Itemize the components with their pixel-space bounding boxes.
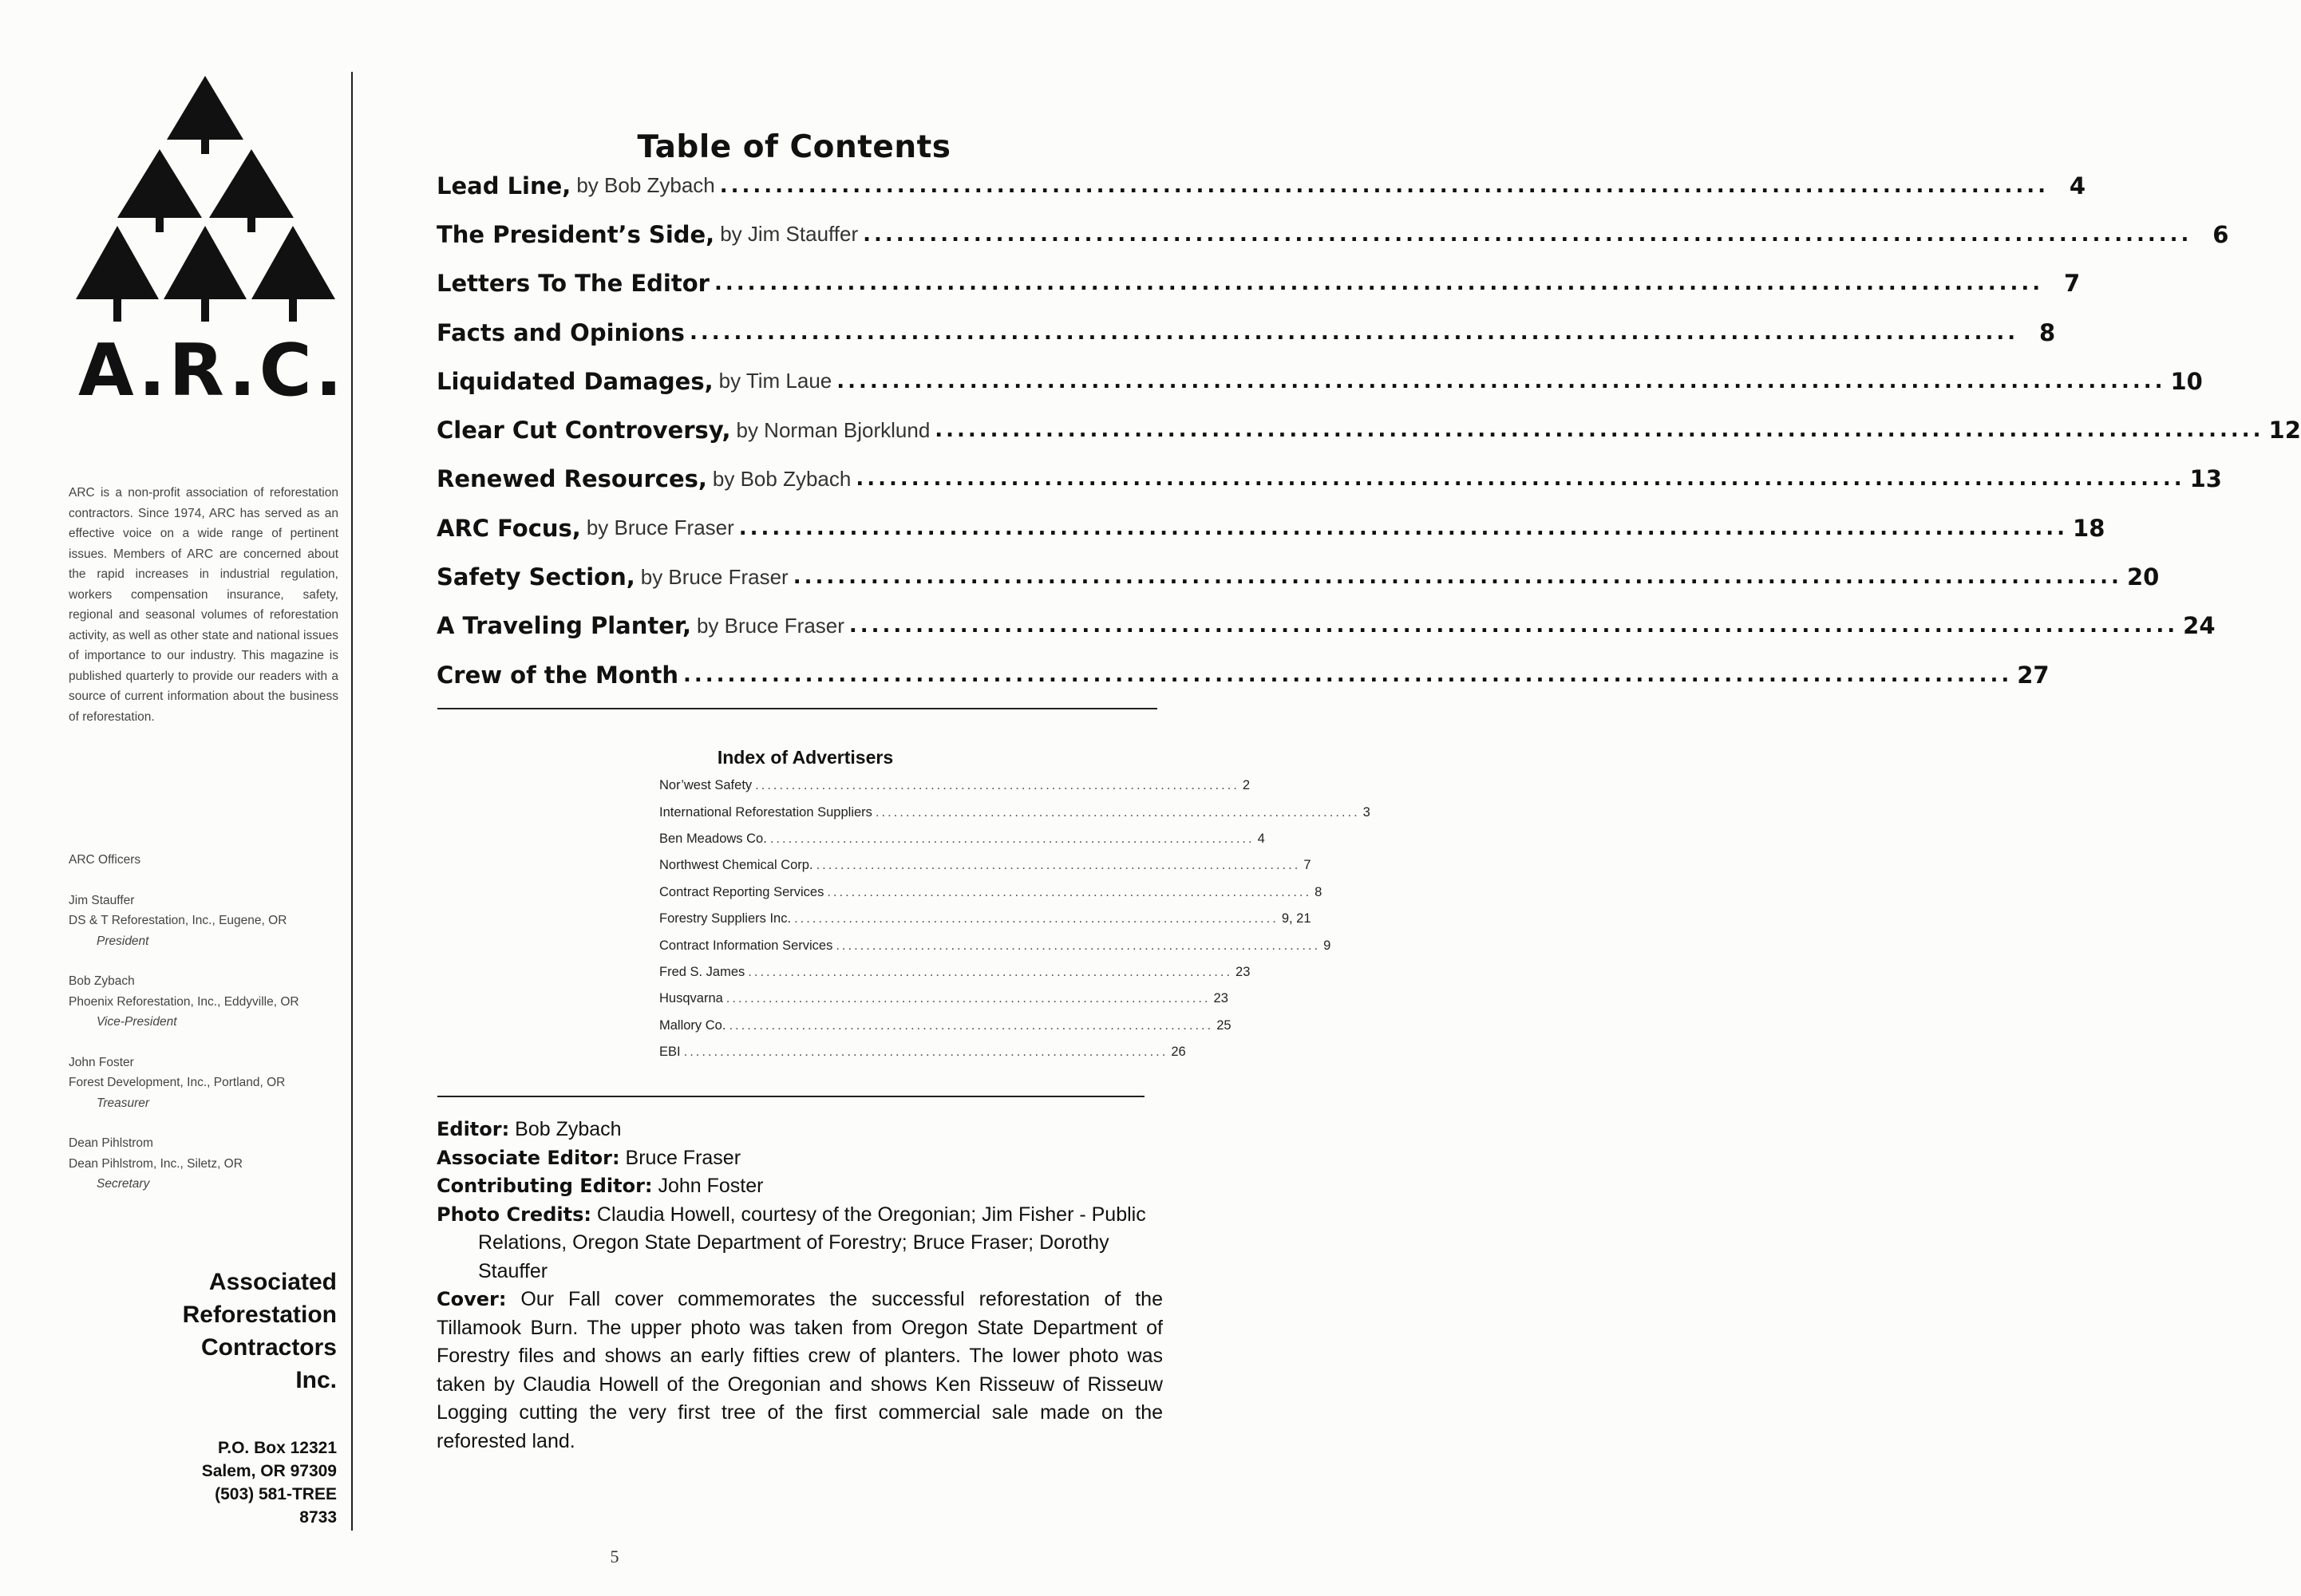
toc-entry-title: Letters To The Editor	[437, 270, 710, 298]
toc-entry	[437, 650, 2050, 699]
credit-label: Photo Credits:	[437, 1203, 591, 1226]
leader-dots: ................................................................................	[729, 1017, 1214, 1033]
leader-dots: ........................................................................................................................	[848, 614, 2179, 638]
credit-associate-editor	[437, 1144, 1163, 1173]
toc-entry-author: by Bob Zybach	[712, 466, 852, 491]
toc-entry-page: 8	[2038, 318, 2056, 346]
officer-role: Vice-President	[97, 1015, 177, 1029]
leader-dots: ........................................................................................................................	[714, 271, 2044, 296]
officer-company: DS & T Reforestation, Inc., Eugene, OR	[69, 914, 287, 927]
leader-dots: ................................................................................	[725, 991, 1211, 1006]
advertiser-page: 4	[1257, 831, 1265, 846]
credit-value: Bruce Fraser	[625, 1146, 741, 1169]
toc-entry	[437, 552, 2160, 601]
toc-title: Table of Contents	[637, 129, 951, 165]
toc-entry-title: The President’s Side,	[437, 220, 715, 248]
toc-entry-page: 20	[2126, 563, 2160, 591]
leader-dots: ................................................................................	[827, 884, 1312, 899]
mailing-address	[128, 1436, 337, 1529]
toc-entry-author: by Tim Laue	[718, 369, 832, 393]
credit-value: Bob Zybach	[515, 1118, 622, 1140]
advertisers-index	[659, 772, 1370, 1065]
credit-label: Associate Editor:	[437, 1146, 620, 1169]
officer-name: Bob Zybach	[69, 974, 135, 988]
credit-label: Cover:	[437, 1288, 507, 1310]
toc-entry-page: 24	[2183, 612, 2216, 640]
address-line: Salem, OR 97309	[201, 1462, 337, 1480]
advertiser-name: Mallory Co.	[659, 1017, 726, 1033]
advertiser-entry	[659, 879, 1322, 906]
officer-company: Forest Development, Inc., Portland, OR	[69, 1076, 286, 1089]
horizontal-rule	[437, 1096, 1145, 1097]
toc-entry-title: Clear Cut Controversy,	[437, 417, 731, 444]
toc-entry-author: by Jim Stauffer	[720, 222, 859, 247]
advertiser-page: 23	[1236, 964, 1251, 979]
advertiser-name: International Reforestation Suppliers	[659, 804, 872, 820]
advertiser-page: 2	[1242, 778, 1251, 793]
advertiser-page: 23	[1213, 991, 1228, 1006]
advertiser-entry	[659, 826, 1265, 852]
advertiser-entry	[659, 1013, 1232, 1039]
toc-entry-author: by Bob Zybach	[576, 173, 715, 198]
advertiser-entry	[659, 906, 1311, 932]
credit-contributing-editor	[437, 1172, 1163, 1201]
advertiser-entry	[659, 1039, 1186, 1065]
officer-role: President	[97, 934, 149, 948]
credit-photo	[437, 1201, 1163, 1286]
credit-label: Editor:	[437, 1118, 510, 1140]
officer-entry	[69, 1133, 340, 1195]
leader-dots: ................................................................................	[875, 804, 1360, 820]
officer-role: Treasurer	[97, 1096, 150, 1110]
officer-role: Secretary	[97, 1177, 150, 1191]
officer-name: John Foster	[69, 1055, 134, 1069]
advertiser-page: 7	[1303, 858, 1311, 873]
toc-entry-page: 18	[2073, 514, 2105, 542]
toc-entry-title: Safety Section,	[437, 563, 635, 591]
toc-entry-page: 27	[2017, 661, 2050, 689]
brand-logotype: A.R.C.	[78, 329, 346, 413]
leader-dots: ........................................................................................................................	[689, 320, 2019, 345]
credit-value: John Foster	[658, 1175, 764, 1197]
advertiser-page: 3	[1362, 804, 1370, 820]
advertiser-entry	[659, 932, 1331, 958]
address-line: (503) 581-TREE	[215, 1485, 337, 1503]
officer-name: Dean Pihlstrom	[69, 1136, 153, 1150]
advertisers-title: Index of Advertisers	[717, 747, 894, 768]
org-line: Contractors	[200, 1334, 337, 1361]
column-divider	[351, 72, 353, 1531]
advertiser-name: EBI	[659, 1045, 681, 1060]
address-line: 8733	[299, 1508, 337, 1527]
toc-entry-page: 6	[2212, 220, 2229, 248]
toc-entry-title: Lead Line,	[437, 172, 571, 200]
org-line: Inc.	[295, 1367, 337, 1393]
organization-name	[128, 1266, 337, 1396]
officer-entry	[69, 971, 340, 1033]
credit-value: Our Fall cover commemorates the successful reforestation of the Tillamook Burn. The upper photo was taken from Oregon State Department of Forestry files and shows an early fifties crew of planters. The lower photo was taken by Claudia Howell of the Oregonian and shows Ken Risseuw of Risseuw Logging cutting the very first tree of the first commercial sale made on the reforested land.	[437, 1288, 1163, 1452]
page-number: 5	[610, 1547, 619, 1566]
leader-dots: ................................................................................	[836, 938, 1321, 953]
advertiser-entry	[659, 799, 1370, 825]
horizontal-rule	[437, 708, 1157, 709]
leader-dots: ................................................................................	[769, 831, 1255, 846]
advertiser-name: Fred S. James	[659, 964, 745, 979]
advertiser-name: Contract Information Services	[659, 938, 833, 953]
toc-entry	[437, 602, 2216, 650]
org-line: Associated	[208, 1269, 337, 1295]
toc-entry-page: 12	[2268, 417, 2301, 444]
toc-entry-title: Renewed Resources,	[437, 465, 707, 493]
toc-entry-title: ARC Focus,	[437, 514, 581, 542]
address-line: P.O. Box 12321	[217, 1439, 337, 1457]
toc-entry	[437, 405, 2301, 454]
toc-entry	[437, 455, 2222, 504]
toc-entry-author: by Norman Bjorklund	[736, 417, 931, 442]
toc-entry-author: by Bruce Fraser	[696, 613, 844, 638]
leader-dots: ........................................................................................................................	[719, 173, 2049, 198]
toc-entry-title: A Traveling Planter,	[437, 612, 691, 640]
advertiser-page: 8	[1315, 884, 1322, 899]
leader-dots: ................................................................................	[794, 911, 1279, 926]
officers-heading: ARC Officers	[69, 853, 141, 867]
advertiser-page: 9, 21	[1281, 911, 1311, 926]
advertiser-name: Husqvarna	[659, 991, 723, 1006]
advertiser-name: Ben Meadows Co.	[659, 831, 767, 846]
credit-editor	[437, 1116, 1163, 1144]
officer-entry	[69, 1053, 340, 1114]
advertiser-name: Nor’west Safety	[659, 778, 753, 793]
officer-company: Dean Pihlstrom, Inc., Siletz, OR	[69, 1156, 243, 1171]
credit-value: Claudia Howell, courtesy of the Oregonian; Jim Fisher - Public Relations, Oregon State Department of Forestry; Bruce Fraser; Dorothy Stauffer	[478, 1203, 1146, 1282]
advertiser-name: Forestry Suppliers Inc.	[659, 911, 792, 926]
toc-entry-author: by Bruce Fraser	[586, 516, 734, 540]
advertiser-page: 9	[1323, 938, 1331, 953]
officers-list	[69, 850, 340, 1215]
toc-entry	[437, 357, 2203, 405]
staff-credits	[437, 1116, 1163, 1456]
leader-dots: ................................................................................	[755, 778, 1239, 793]
advertiser-entry	[659, 959, 1251, 986]
advertiser-entry	[659, 986, 1228, 1012]
toc-entry-title: Crew of the Month	[437, 661, 678, 689]
toc-entry-page: 7	[2064, 270, 2081, 298]
toc-entry	[437, 210, 2229, 259]
advertiser-name: Northwest Chemical Corp.	[659, 858, 813, 873]
tree-pyramid-logo-icon	[76, 76, 335, 323]
toc-entry	[437, 259, 2081, 308]
leader-dots: ........................................................................................................................	[856, 467, 2185, 492]
officer-company: Phoenix Reforestation, Inc., Eddyville, OR	[69, 994, 299, 1009]
leader-dots: ........................................................................................................................	[863, 222, 2192, 247]
advertiser-name: Contract Reporting Services	[659, 884, 824, 899]
advertiser-entry	[659, 852, 1311, 879]
toc-entry	[437, 308, 2056, 357]
officer-name: Jim Stauffer	[69, 893, 135, 907]
toc-entry-author: by Bruce Fraser	[640, 564, 789, 589]
credit-cover	[437, 1286, 1163, 1456]
toc-entry-title: Facts and Opinions	[437, 318, 685, 346]
advertiser-page: 26	[1171, 1045, 1186, 1060]
toc-entry-title: Liquidated Damages,	[437, 367, 714, 395]
org-line: Reforestation	[182, 1302, 337, 1328]
toc-entry-page: 10	[2170, 367, 2203, 395]
leader-dots: ................................................................................	[748, 964, 1233, 979]
credit-label: Contributing Editor:	[437, 1175, 653, 1197]
leader-dots: ........................................................................................................................	[935, 418, 2264, 443]
toc-entry	[437, 161, 2086, 210]
advertiser-page: 25	[1216, 1017, 1232, 1033]
leader-dots: ........................................................................................................................	[738, 516, 2069, 540]
advertiser-entry	[659, 772, 1251, 799]
toc-entry-page: 13	[2189, 465, 2222, 493]
leader-dots: ................................................................................	[816, 858, 1301, 873]
leader-dots: ........................................................................................................................	[683, 662, 2013, 687]
leader-dots: ........................................................................................................................	[793, 565, 2122, 590]
leader-dots: ........................................................................................................................	[836, 369, 2166, 393]
toc-entry	[437, 504, 2105, 552]
table-of-contents	[437, 161, 2301, 699]
toc-entry-page: 4	[2069, 172, 2086, 200]
officer-entry	[69, 891, 340, 952]
leader-dots: ................................................................................	[683, 1045, 1168, 1060]
about-paragraph: ARC is a non-profit association of reforestation contractors. Since 1974, ARC has served as an effective voice on a wide range of pertinent issues. Members of ARC are concerned about the rapid increases in industrial regulation, workers compensation insurance, safety, regional and seasonal volumes of reforestation activity, as well as other state and national issues of importance to our industry. This magazine is published quarterly to provide our readers with a source of current information about the business of reforestation.	[69, 486, 338, 724]
